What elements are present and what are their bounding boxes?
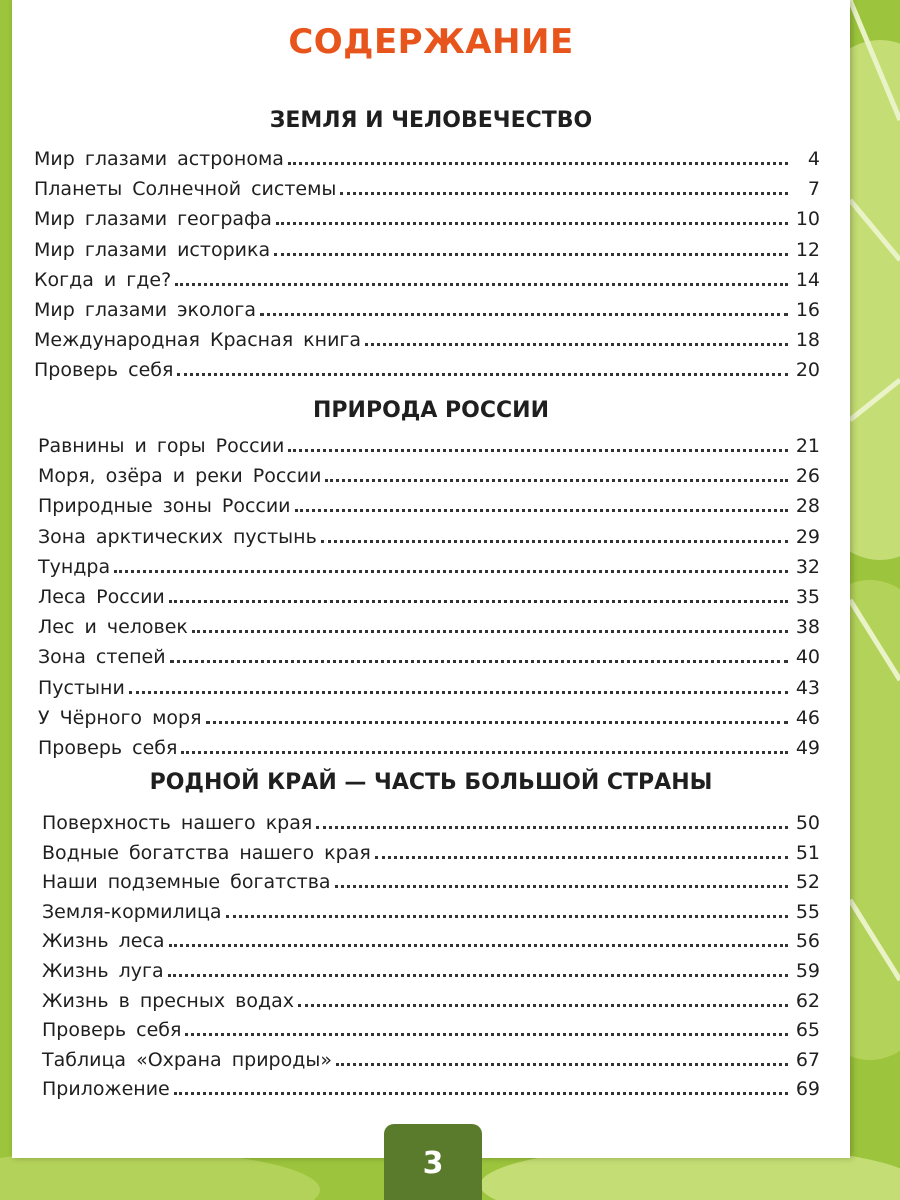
section-heading: ПРИРОДА РОССИИ	[313, 398, 549, 423]
toc-entry-title: Таблица «Охрана природы»	[42, 1048, 332, 1071]
toc-entry-page: 32	[795, 555, 820, 578]
toc-entry[interactable]	[42, 901, 820, 923]
toc-entry-page: 40	[795, 646, 820, 669]
toc-entry[interactable]	[38, 737, 820, 759]
dot-leader	[114, 570, 788, 573]
dot-leader	[169, 600, 788, 603]
toc-entry-page: 49	[795, 737, 820, 759]
dot-leader	[168, 974, 788, 977]
toc-entry[interactable]	[38, 677, 820, 699]
dot-leader	[295, 509, 788, 512]
dot-leader	[274, 253, 788, 256]
dot-leader	[321, 540, 788, 543]
section-heading: ЗЕМЛЯ И ЧЕЛОВЕЧЕСТВО	[269, 108, 593, 133]
toc-entry-page: 16	[795, 299, 820, 321]
dot-leader	[185, 1033, 788, 1036]
dot-leader	[316, 826, 788, 829]
toc-entry-page: 38	[795, 616, 820, 639]
toc-entry[interactable]	[38, 586, 820, 608]
toc-entry-page: 7	[807, 178, 820, 201]
toc-entry[interactable]	[34, 178, 820, 200]
dot-leader	[206, 721, 788, 724]
toc-entry[interactable]	[34, 269, 820, 291]
toc-entry-title: Мир глазами географа	[34, 208, 272, 231]
dot-leader	[375, 856, 788, 859]
toc-entry-page: 52	[795, 871, 820, 894]
toc-entry-page: 26	[795, 465, 820, 488]
toc-entry-title: Приложение	[42, 1078, 170, 1101]
toc-entry-page: 20	[795, 359, 820, 382]
toc-entry-title: Международная Красная книга	[34, 329, 362, 352]
toc-entry-title: Лес и человек	[38, 616, 188, 639]
toc-entry[interactable]	[38, 526, 820, 548]
dot-leader	[276, 222, 788, 225]
toc-entry-page: 51	[795, 841, 820, 864]
dot-leader	[181, 751, 788, 754]
toc-entry-title: Когда и где?	[34, 268, 172, 291]
dot-leader	[170, 660, 788, 663]
toc-entry-page: 35	[795, 586, 820, 608]
toc-entry-page: 14	[795, 268, 820, 291]
dot-leader	[169, 944, 789, 947]
toc-entry-page: 18	[795, 329, 820, 352]
dot-leader	[365, 343, 788, 346]
toc-entry[interactable]	[42, 960, 820, 982]
toc-entry[interactable]	[42, 1078, 820, 1100]
dot-leader	[129, 691, 788, 694]
toc-entry-page: 69	[795, 1078, 820, 1101]
toc-entry-title: Пустыни	[38, 676, 125, 699]
dot-leader	[335, 885, 788, 888]
dot-leader	[226, 915, 788, 918]
toc-entry-page: 55	[795, 900, 820, 923]
toc-entry-title: Жизнь леса	[42, 930, 165, 953]
toc-entry-title: Жизнь в пресных водах	[42, 989, 294, 1012]
toc-entry-page: 67	[795, 1048, 820, 1071]
toc-entry-title: Поверхность нашего края	[42, 812, 313, 834]
toc-entry[interactable]	[42, 1049, 820, 1071]
toc-entry[interactable]	[34, 208, 820, 230]
toc-entry[interactable]	[38, 435, 820, 457]
toc-entry-title: У Чёрного моря	[38, 706, 202, 729]
toc-entry[interactable]	[38, 707, 820, 729]
toc-entry-page: 46	[795, 706, 820, 729]
toc-entry-title: Тундра	[38, 555, 111, 578]
toc-entry-title: Проверь себя	[38, 737, 178, 759]
toc-entry-title: Леса России	[38, 586, 165, 608]
toc-entry-title: Природные зоны России	[38, 495, 291, 518]
toc-entry[interactable]	[34, 359, 820, 381]
page-title: СОДЕРЖАНИЕ	[288, 22, 574, 62]
toc-entry-page: 12	[795, 238, 820, 261]
toc-entry-title: Проверь себя	[42, 1019, 182, 1042]
toc-entry[interactable]	[42, 990, 820, 1012]
dot-leader	[177, 373, 788, 376]
toc-page	[12, 0, 850, 1158]
toc-entry-title: Мир глазами историка	[34, 238, 271, 261]
toc-entry-page: 56	[795, 930, 820, 953]
toc-entry[interactable]	[42, 812, 820, 834]
dot-leader	[298, 1004, 788, 1007]
page-number-tab	[384, 1124, 482, 1200]
toc-entry-page: 43	[795, 676, 820, 699]
dot-leader	[325, 479, 788, 482]
toc-entry-page: 62	[795, 989, 820, 1012]
toc-entry[interactable]	[34, 239, 820, 261]
toc-entry-title: Земля-кормилица	[42, 900, 222, 923]
dot-leader	[288, 449, 788, 452]
dot-leader	[336, 1063, 788, 1066]
dot-leader	[174, 1092, 788, 1095]
toc-entry-title: Мир глазами эколога	[34, 299, 257, 321]
toc-entry[interactable]	[38, 616, 820, 638]
toc-entry-title: Зона арктических пустынь	[38, 525, 317, 548]
toc-entry-title: Проверь себя	[34, 359, 174, 382]
toc-entry-title: Моря, озёра и реки России	[38, 465, 322, 488]
toc-entry-title: Наши подземные богатства	[42, 871, 331, 894]
toc-entry-page: 21	[795, 435, 820, 457]
toc-entry[interactable]	[34, 299, 820, 321]
page-number: 3	[422, 1146, 444, 1181]
toc-entry-title: Водные богатства нашего края	[42, 841, 371, 864]
toc-entry-title: Равнины и горы России	[38, 435, 285, 457]
dot-leader	[340, 192, 788, 195]
toc-entry[interactable]	[34, 148, 820, 170]
toc-entry[interactable]	[38, 556, 820, 578]
toc-entry-page: 10	[795, 208, 820, 231]
toc-entry-page: 50	[795, 812, 820, 834]
toc-entry[interactable]	[38, 465, 820, 487]
toc-entry[interactable]	[42, 1019, 820, 1041]
dot-leader	[260, 313, 788, 316]
toc-entry-page: 59	[795, 960, 820, 982]
dot-leader	[175, 283, 788, 286]
dot-leader	[192, 630, 788, 633]
toc-entry[interactable]	[42, 930, 820, 952]
toc-entry[interactable]	[34, 329, 820, 351]
dot-leader	[288, 162, 788, 165]
toc-entry[interactable]	[38, 646, 820, 668]
toc-entry-page: 29	[795, 525, 820, 548]
toc-entry-title: Зона степей	[38, 646, 166, 669]
toc-entry-title: Планеты Солнечной системы	[34, 178, 337, 201]
section-heading: РОДНОЙ КРАЙ — ЧАСТЬ БОЛЬШОЙ СТРАНЫ	[149, 770, 713, 795]
toc-entry-title: Мир глазами астронома	[34, 148, 284, 170]
toc-entry[interactable]	[38, 495, 820, 517]
toc-entry[interactable]	[42, 842, 820, 864]
toc-entry-page: 4	[807, 148, 820, 170]
toc-entry-page: 65	[795, 1019, 820, 1042]
toc-entry[interactable]	[42, 871, 820, 893]
toc-entry-page: 28	[795, 495, 820, 518]
toc-entry-title: Жизнь луга	[42, 960, 164, 982]
